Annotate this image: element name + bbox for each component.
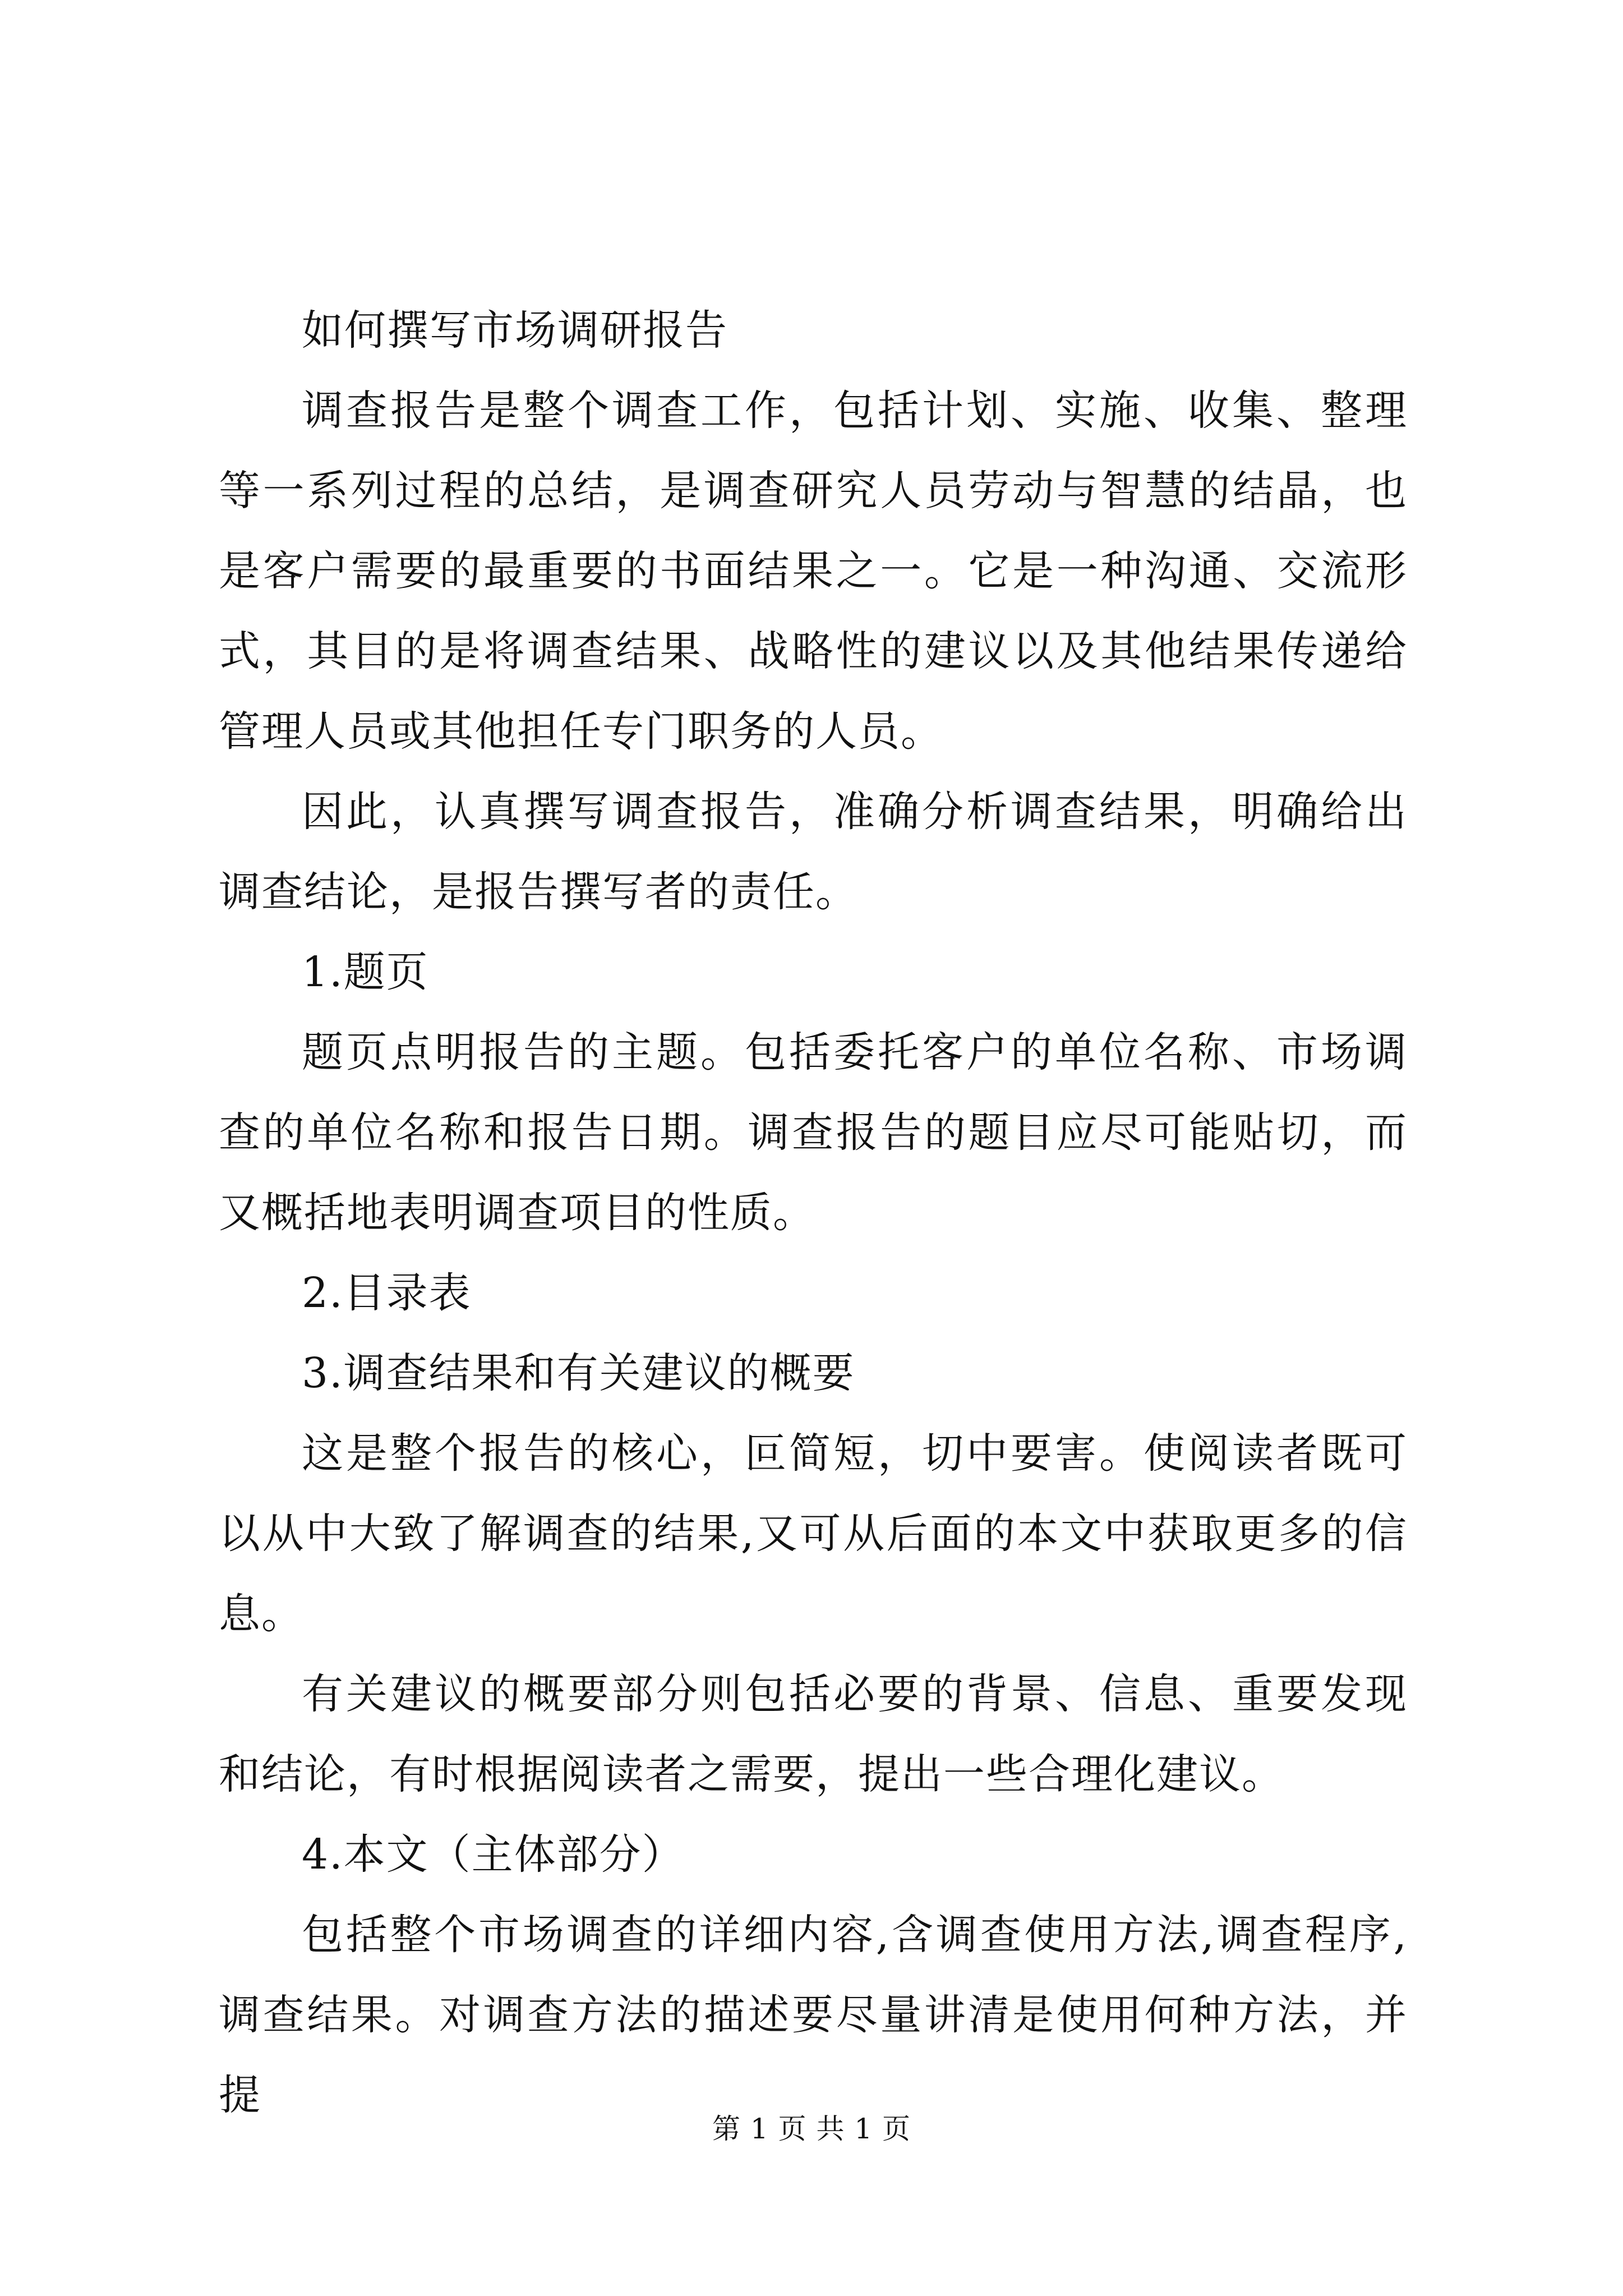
paragraph-body: 包括整个市场调查的详细内容,含调查使用方法,调查程序,调查结果。对调查方法的描述要尽量讲清是使用何种方法，并提 xyxy=(219,1911,1408,2119)
paragraph-summary-suggestions: 有关建议的概要部分则包括必要的背景、信息、重要发现和结论，有时根据阅读者之需要，提出一些合理化建议。 xyxy=(219,1670,1408,1798)
paragraph-responsibility: 因此，认真撰写调查报告，准确分析调查结果，明确给出调查结论，是报告撰写者的责任。 xyxy=(219,788,1408,916)
document-title: 如何撰写市场调研报告 xyxy=(302,306,728,355)
paragraph-title-page: 题页点明报告的主题。包括委托客户的单位名称、市场调查的单位名称和报告日期。调查报告的题目应尽可能贴切，而又概括地表明调查项目的性质。 xyxy=(219,1028,1408,1237)
paragraph-summary-core: 这是整个报告的核心，叵简短，切中要害。使阅读者既可以从中大致了解调查的结果,又可从后面的本文中获取更多的信息。 xyxy=(219,1429,1408,1638)
document-body xyxy=(219,291,1408,2136)
section-heading-title-page: 1.题页 xyxy=(302,948,429,996)
section-heading-toc: 2.目录表 xyxy=(302,1269,472,1317)
page-footer: 第 1 页 共 1 页 xyxy=(712,2113,911,2145)
paragraph-intro: 调查报告是整个调查工作，包括计划、实施、收集、整理等一系列过程的总结，是调查研究人员劳动与智慧的结晶，也是客户需要的最重要的书面结果之一。它是一种沟通、交流形式，其目的是将调查结果、战略性的建议以及其他结果传递给管理人员或其他担任专门职务的人员。 xyxy=(219,386,1408,756)
section-heading-body: 4.本文（主体部分） xyxy=(302,1830,685,1879)
section-heading-summary: 3.调查结果和有关建议的概要 xyxy=(302,1349,855,1397)
